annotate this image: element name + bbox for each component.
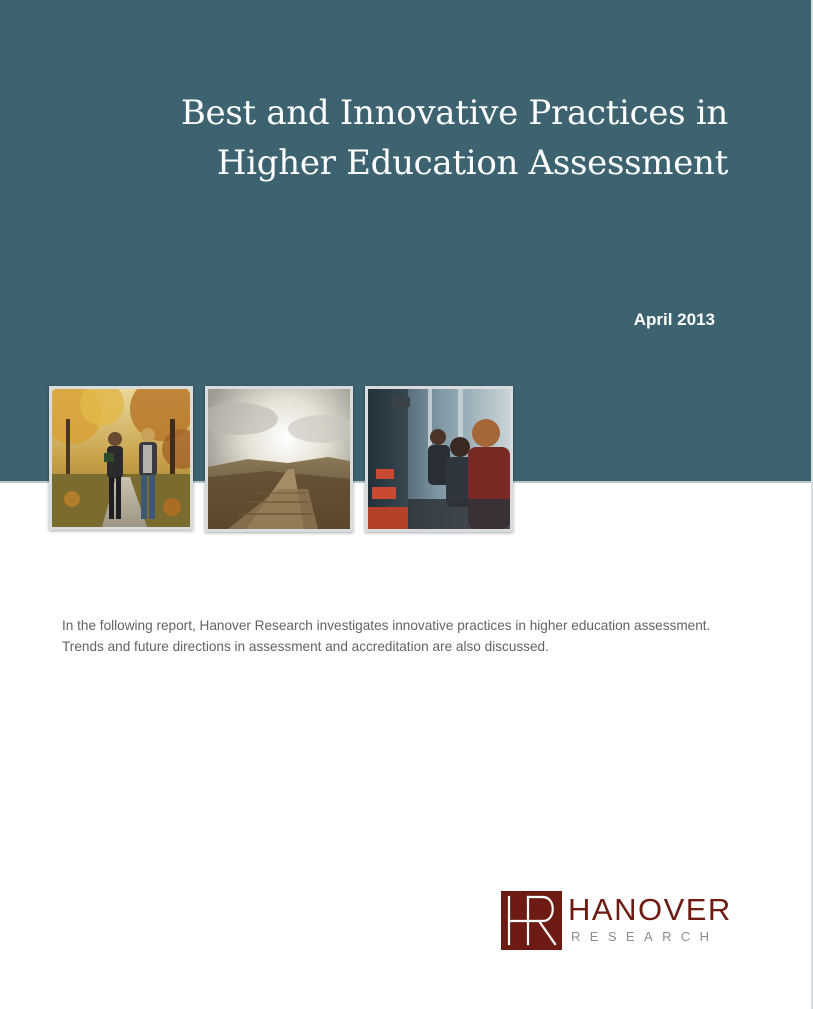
report-summary-line-2: Trends and future directions in assessment and accreditation are also discussed. — [62, 639, 549, 654]
boardwalk-landscape-photo — [205, 386, 353, 532]
report-date: April 2013 — [633, 310, 715, 329]
hr-monogram-logo — [501, 891, 562, 950]
logo-subtitle: RESEARCH — [571, 929, 719, 944]
report-title-line-2: Higher Education Assessment — [216, 143, 728, 183]
hanover-research-logo — [501, 891, 731, 953]
report-title — [68, 88, 728, 188]
report-summary — [62, 615, 752, 657]
logo-wordmark: HANOVER — [568, 892, 732, 927]
students-walking-photo — [49, 386, 193, 530]
report-summary-line-1: In the following report, Hanover Research investigates innovative practices in higher education assessment. — [62, 618, 711, 633]
students-computers-photo — [365, 386, 513, 532]
report-title-line-1: Best and Innovative Practices in — [180, 93, 728, 133]
